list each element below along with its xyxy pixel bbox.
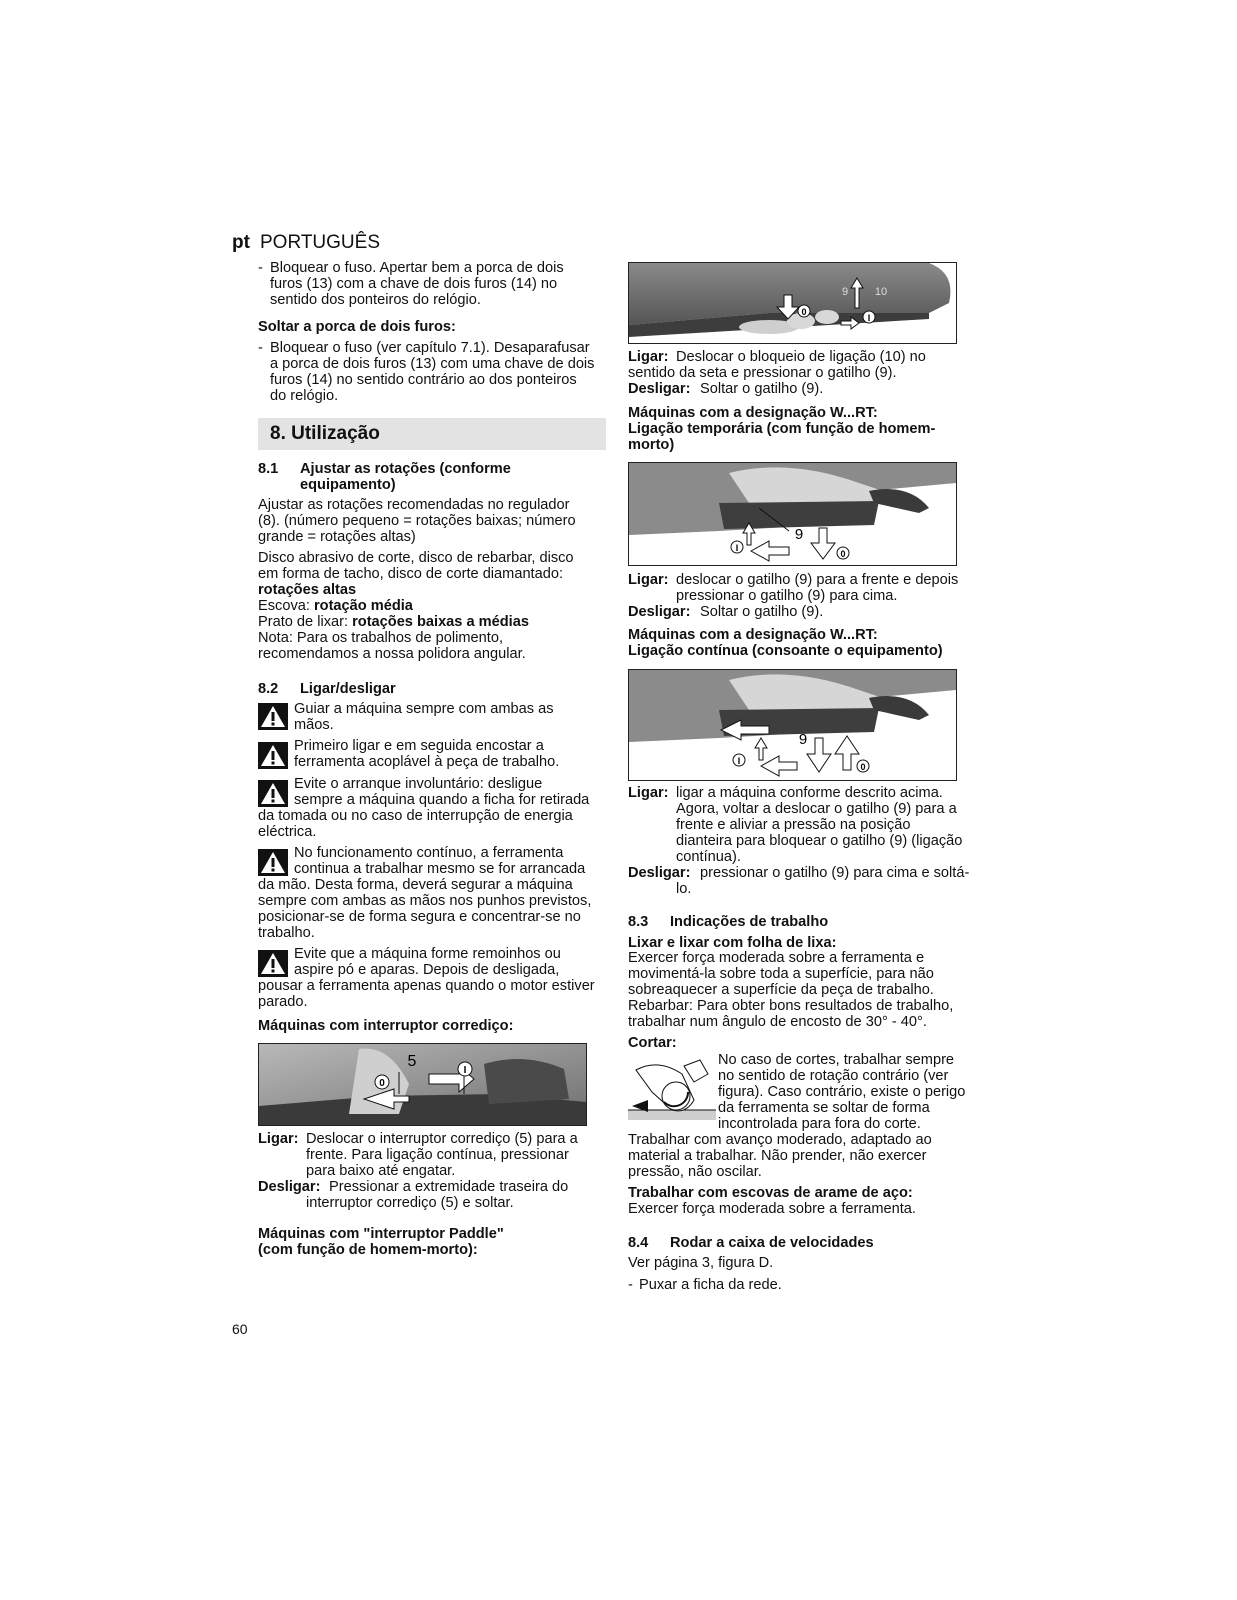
text-line: equipamento) [300, 477, 396, 493]
text-line: Bloquear o fuso. Apertar bem a porca de dois [270, 260, 564, 276]
page-number: 60 [232, 1321, 248, 1337]
cutting-wrap-text [718, 1052, 965, 1132]
slide-switch-heading: Máquinas com interruptor corrediço: [258, 1018, 514, 1034]
loosen-heading: Soltar a porca de dois furos: [258, 319, 456, 335]
text-line: Máquinas com "interruptor Paddle" [258, 1226, 504, 1242]
text-line: sobreaquecer a superfície da peça de trabalho. [628, 982, 934, 998]
text-line: Rebarbar: Para obter bons resultados de trabalho, [628, 998, 954, 1014]
warning-icon [258, 780, 288, 807]
text-line: parado. [258, 994, 308, 1010]
off-symbol: 0 [840, 549, 846, 559]
text-line: Máquinas com a designação W...RT: [628, 627, 878, 643]
label: Prato de lixar: [258, 614, 353, 630]
text-line: Ligação temporária (com função de homem- [628, 421, 936, 437]
text-line: da mão. Desta forma, deverá segurar a máquina [258, 877, 573, 893]
warning-icon [258, 742, 288, 769]
on-symbol: I [737, 756, 741, 766]
on-label: Ligar: [628, 349, 669, 365]
text-line: aspire pó e aparas. Depois de desligada, [294, 962, 560, 978]
label: Escova: [258, 598, 314, 614]
wire-brush-heading: Trabalhar com escovas de arame de aço: [628, 1185, 913, 1201]
dash: - [628, 1277, 633, 1293]
text-line: movimentá-la sobre toda a superfície, para não [628, 966, 934, 982]
rt-continuous-photo [628, 669, 957, 781]
step-lock-spindle [270, 260, 564, 308]
text-line: interruptor corrediço (5) e soltar. [306, 1195, 514, 1211]
text-line: sentido dos ponteiros do relógio. [270, 292, 481, 308]
text-line: grande = rotações altas) [258, 529, 416, 545]
subsection-number: 8.2 [258, 681, 279, 697]
text-line: (com função de homem-morto): [258, 1242, 478, 1258]
text-line: posicionar-se de forma segura e concentrar-se no [258, 909, 581, 925]
text-line: No caso de cortes, trabalhar sempre [718, 1052, 955, 1068]
step-unplug: Puxar a ficha da rede. [639, 1277, 782, 1293]
part-number-label: 10 [874, 286, 888, 298]
text-line: pressionar o gatilho (9) para cima. [676, 588, 898, 604]
text-line: pressão, não oscilar. [628, 1164, 762, 1180]
text-line: no sentido de rotação contrário (ver [718, 1068, 949, 1084]
text-line: recomendamos a nossa polidora angular. [258, 646, 526, 662]
text-line: da tomada ou no caso de interrupção de energia [258, 808, 573, 824]
warning-text [294, 701, 554, 733]
paddle-switch-photo [628, 262, 957, 344]
text-line: eléctrica. [258, 824, 317, 840]
text-line: (8). (número pequeno = rotações baixas; número [258, 513, 576, 529]
text-line: Pressionar a extremidade traseira do [329, 1179, 569, 1195]
text-line: Evite o arranque involuntário: desligue [294, 776, 543, 792]
dash: - [258, 260, 263, 276]
cutting-direction-illustration [628, 1052, 716, 1130]
language-title: PORTUGUÊS [260, 232, 381, 253]
text-line: mãos. [294, 717, 334, 733]
text-line: Evite que a máquina forme remoinhos ou [294, 946, 561, 962]
text-line: dianteira para bloquear o gatilho (9) (ligação [676, 833, 963, 849]
paragraph [258, 497, 576, 545]
part-number-label: 9 [841, 286, 849, 298]
off-label: Desligar: [628, 865, 691, 881]
paddle-heading [258, 1226, 504, 1258]
text-line: sempre a máquina quando a ficha for retirada [294, 792, 590, 808]
text-line: pressionar o gatilho (9) para cima e soltá- [700, 865, 970, 881]
dash: - [258, 340, 263, 356]
text-line: Deslocar o interruptor corrediço (5) para a [306, 1131, 578, 1147]
text-line: trabalhar num ângulo de encosto de 30° - 40°. [628, 1014, 927, 1030]
gearbox-reference: Ver página 3, figura D. [628, 1255, 774, 1271]
rt-continuous-heading [628, 627, 943, 659]
text-line: Agora, voltar a deslocar o gatilho (9) para a [676, 801, 957, 817]
text-line: Trabalhar com avanço moderado, adaptado ao [628, 1132, 932, 1148]
paragraph [258, 550, 574, 662]
text-line: ligar a máquina conforme descrito acima. [676, 785, 943, 801]
text-line: Guiar a máquina sempre com ambas as [294, 701, 554, 717]
on-label: Ligar: [628, 785, 669, 801]
text-line: da ferramenta se soltar de forma [718, 1100, 930, 1116]
cutting-heading: Cortar: [628, 1035, 677, 1051]
text-line: Bloquear o fuso (ver capítulo 7.1). Desaparafusar [270, 340, 590, 356]
text-line: furos (13) com a chave de dois furos (14) no [270, 276, 558, 292]
text-line: frente e aliviar a pressão na posição [676, 817, 911, 833]
text-line: Ajustar as rotações (conforme [300, 461, 511, 477]
text-line: No funcionamento contínuo, a ferramenta [294, 845, 564, 861]
text-line: Soltar o gatilho (9). [700, 604, 824, 620]
part-number-label: 5 [407, 1053, 417, 1070]
part-number-label: 9 [798, 731, 808, 748]
text-line: Primeiro ligar e em seguida encostar a [294, 738, 544, 754]
on-label: Ligar: [628, 572, 669, 588]
text-line: trabalho. [258, 925, 315, 941]
warning-icon [258, 849, 288, 876]
off-label: Desligar: [628, 604, 691, 620]
value: rotações baixas a médias [352, 614, 529, 630]
subsection-title-8-3: Indicações de trabalho [670, 914, 829, 930]
subsection-number: 8.4 [628, 1235, 649, 1251]
text-line: pousar a ferramenta apenas quando o motor estiver [258, 978, 595, 994]
warning-icon [258, 703, 288, 730]
text-line [258, 598, 574, 614]
language-code: pt [232, 232, 250, 253]
off-symbol: 0 [801, 307, 807, 317]
section-title: 8. Utilização [270, 423, 380, 444]
text-line: Ligação contínua (consoante o equipamento) [628, 643, 943, 659]
warning-text [294, 738, 559, 770]
wire-brush-text: Exercer força moderada sobre a ferramenta. [628, 1201, 916, 1217]
rt-temporary-photo [628, 462, 957, 566]
text-line: sempre com ambas as mãos nos punhos previstos, [258, 893, 592, 909]
subsection-title-8-2: Ligar/desligar [300, 681, 396, 697]
on-symbol: I [867, 313, 871, 323]
text-line: deslocar o gatilho (9) para a frente e depois [676, 572, 959, 588]
on-symbol: I [463, 1065, 467, 1076]
rt-temporary-heading [628, 405, 935, 453]
subsection-title-8-1 [300, 461, 511, 493]
text-line: morto) [628, 437, 675, 453]
step-unscrew-nut [270, 340, 594, 404]
text-line: Máquinas com a designação W...RT: [628, 405, 878, 421]
text-line: para baixo até engatar. [306, 1163, 456, 1179]
sanding-heading: Lixar e lixar com folha de lixa: [628, 935, 837, 951]
text-line: Nota: Para os trabalhos de polimento, [258, 630, 503, 646]
text-line: sentido da seta e pressionar o gatilho (9). [628, 365, 897, 381]
warning-icon [258, 950, 288, 977]
text-line: em forma de tacho, disco de corte diamantado: [258, 566, 564, 582]
text-line: material a trabalhar. Não prender, não exercer [628, 1148, 927, 1164]
text-line: lo. [676, 881, 692, 897]
text-line: figura). Caso contrário, existe o perigo [718, 1084, 966, 1100]
slide-on-text [306, 1131, 578, 1179]
off-symbol: 0 [860, 762, 866, 772]
slide-switch-photo [258, 1043, 587, 1126]
text-line: Deslocar o bloqueio de ligação (10) no [676, 349, 926, 365]
sanding-text [628, 950, 953, 1030]
off-label: Desligar: [258, 1179, 321, 1195]
cutting-text [628, 1132, 932, 1180]
text-line: continua a trabalhar mesmo se for arrancada [294, 861, 586, 877]
text-line: do relógio. [270, 388, 339, 404]
text-line: rotações altas [258, 582, 357, 598]
text-line: Disco abrasivo de corte, disco de rebarbar, disco [258, 550, 574, 566]
section-heading-8 [258, 418, 606, 450]
text-line: Soltar o gatilho (9). [700, 381, 824, 397]
off-label: Desligar: [628, 381, 691, 397]
text-line: furos (14) no sentido contrário ao dos ponteiros [270, 372, 577, 388]
text-line: frente. Para ligação contínua, pressionar [306, 1147, 569, 1163]
text-line: contínua). [676, 849, 741, 865]
text-line [258, 614, 574, 630]
text-line: Exercer força moderada sobre a ferramenta e [628, 950, 925, 966]
text-line: Ajustar as rotações recomendadas no regulador [258, 497, 570, 513]
text-line: ferramenta acoplável à peça de trabalho. [294, 754, 560, 770]
subsection-number: 8.1 [258, 461, 279, 477]
text-line: incontrolada para fora do corte. [718, 1116, 921, 1132]
subsection-number: 8.3 [628, 914, 649, 930]
off-symbol: 0 [379, 1078, 385, 1089]
on-label: Ligar: [258, 1131, 299, 1147]
value: rotação média [313, 598, 413, 614]
part-number-label: 9 [794, 526, 804, 543]
text-line: a porca de dois furos (13) com uma chave de dois [270, 356, 595, 372]
subsection-title-8-4: Rodar a caixa de velocidades [670, 1235, 874, 1251]
on-symbol: I [735, 543, 739, 553]
